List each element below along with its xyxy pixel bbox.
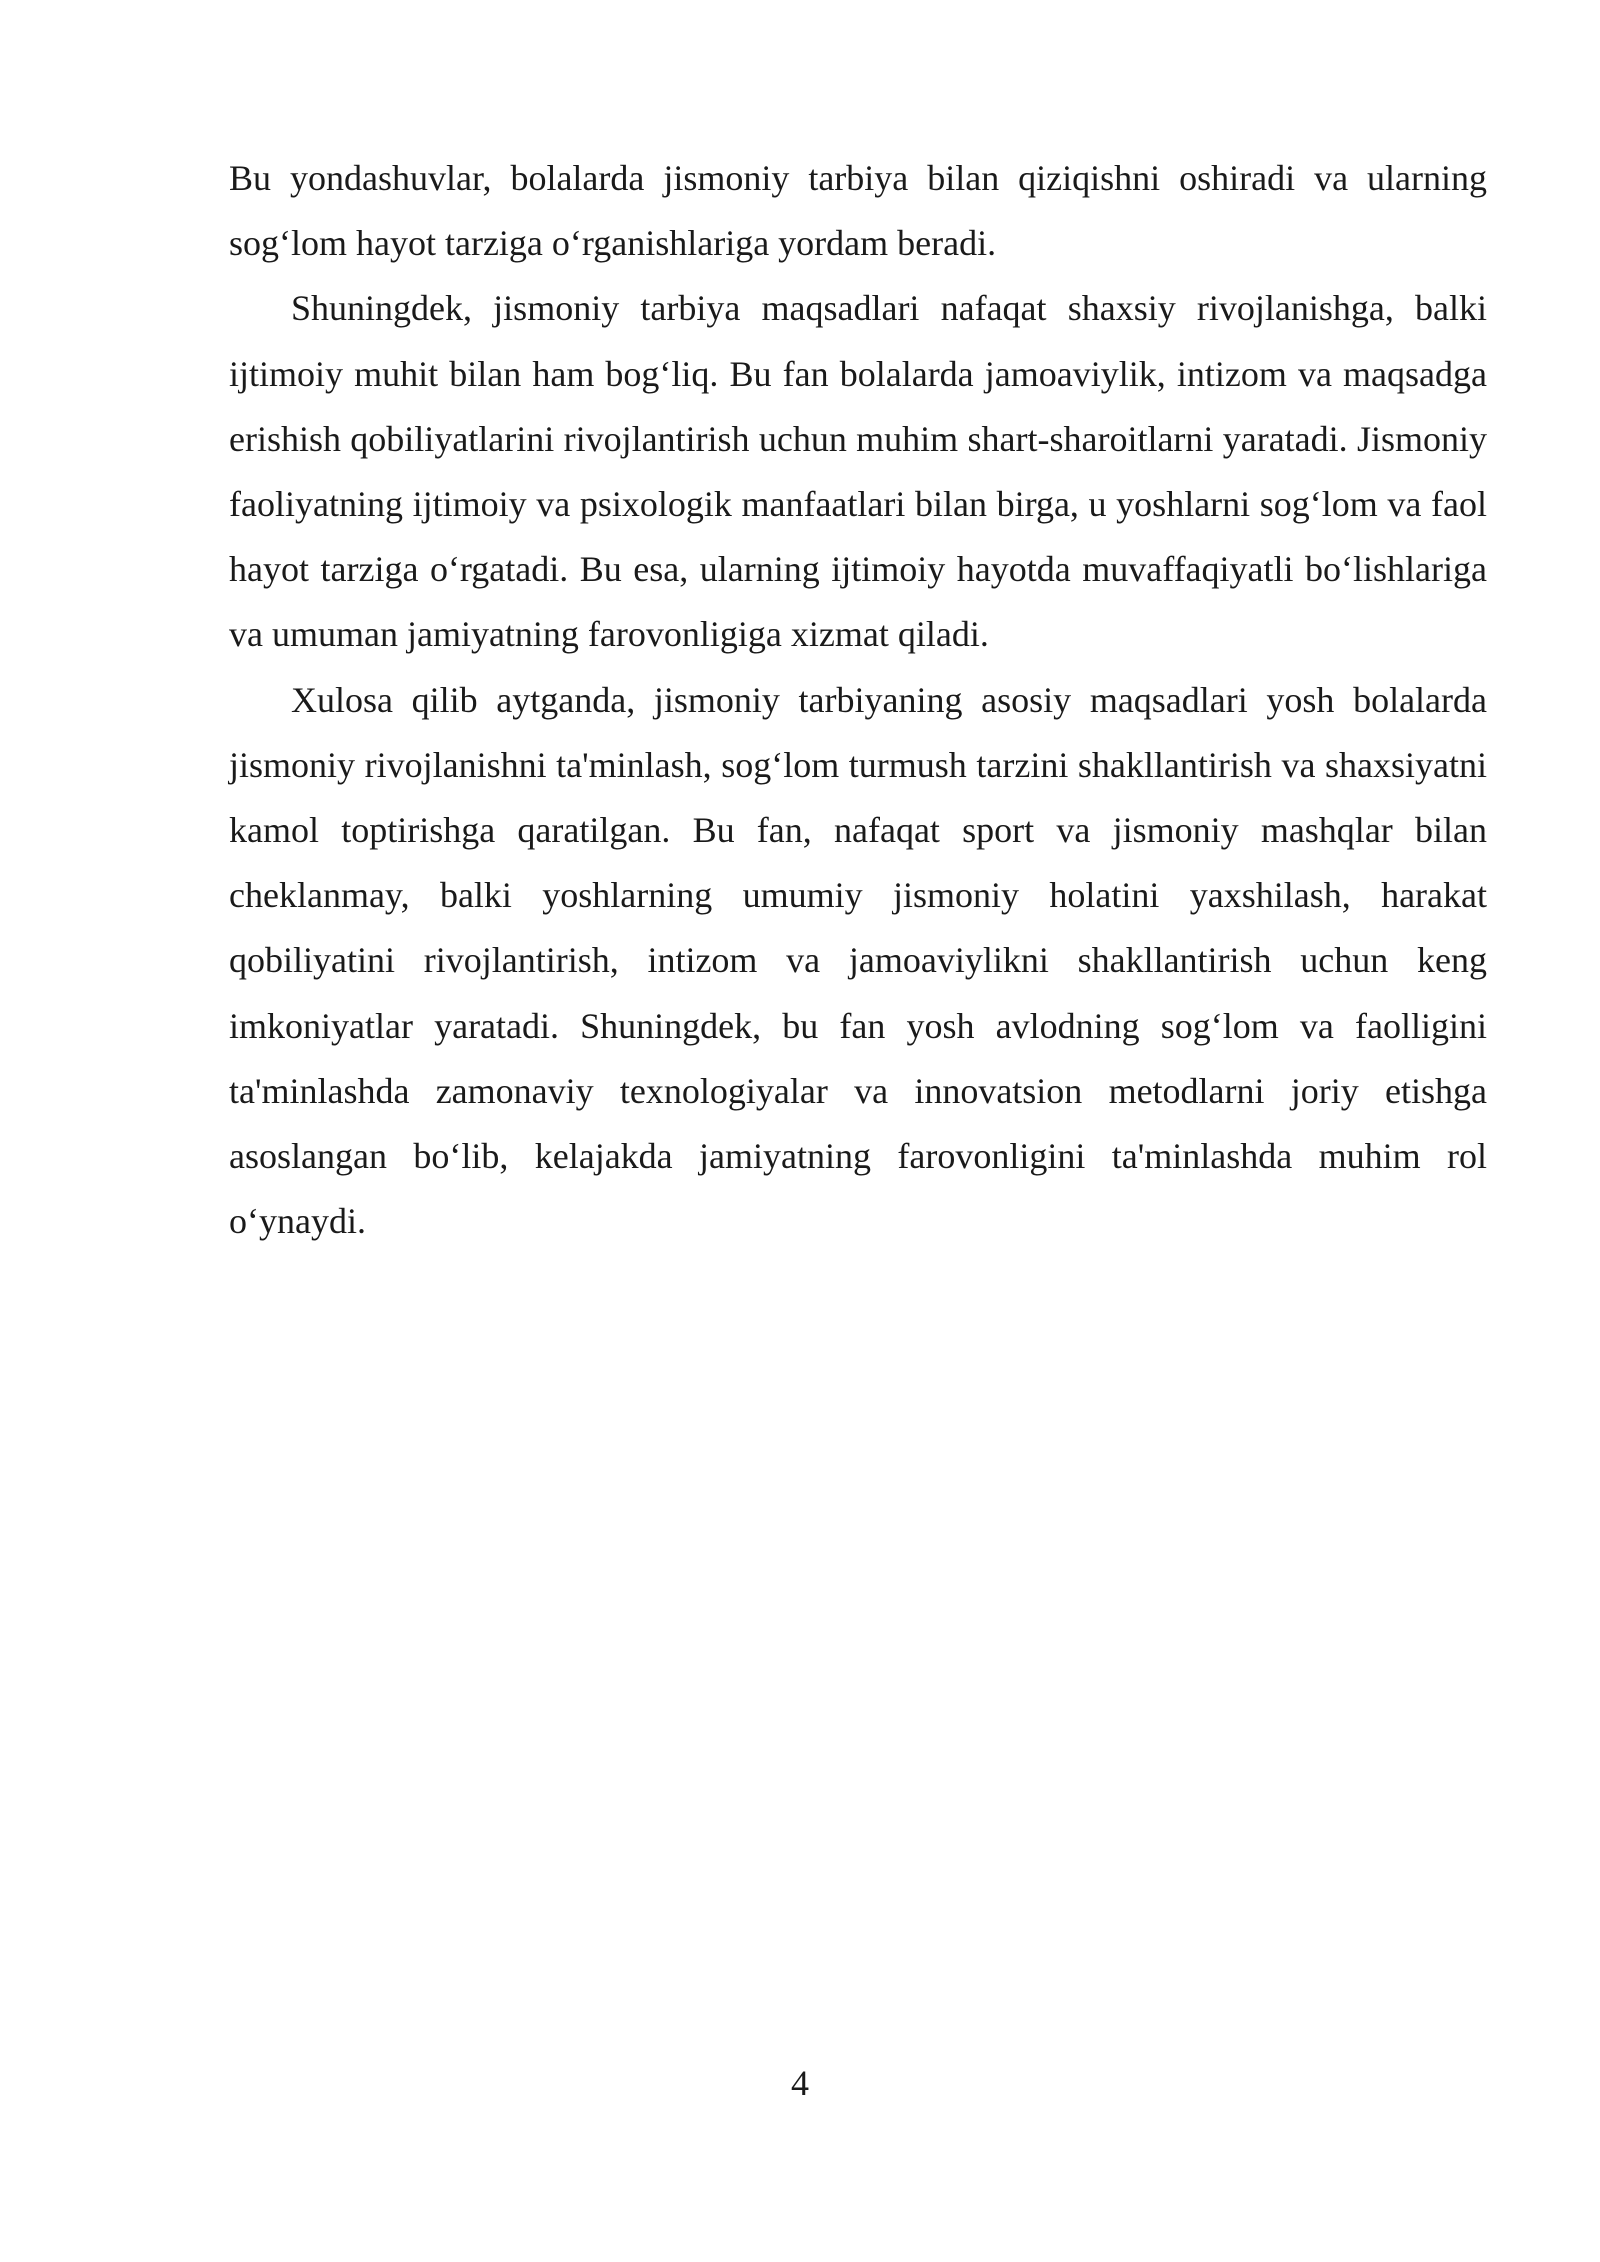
body-text — [229, 146, 1487, 1254]
paragraph-continuation: Bu yondashuvlar, bolalarda jismoniy tarbiya bilan qiziqishni oshiradi va ularning sog‘lom hayot tarziga o‘rganishlariga yordam beradi. — [229, 158, 1487, 264]
page-number: 4 — [791, 2063, 809, 2103]
paragraph-conclusion: Xulosa qilib aytganda, jismoniy tarbiyaning asosiy maqsadlari yosh bolalarda jismoniy rivojlanishni ta'minlash, sog‘lom turmush tarzini shakllantirish va shaxsiyatni kamol toptirishga qaratilgan. Bu fan, nafaqat sport va jismoniy mashqlar bilan cheklanmay, balki yoshlarning umumiy jismoniy holatini yaxshilash, harakat qobiliyatini rivojlantirish, intizom va jamoaviylikni shakllantirish uchun keng imkoniyatlar yaratadi. Shuningdek, bu fan yosh avlodning sog‘lom va faolligini ta'minlashda zamonaviy texnologiyalar va innovatsion metodlarni joriy etishga asoslangan bo‘lib, kelajakda jamiyatning farovonligini ta'minlashda muhim rol o‘ynaydi. — [229, 679, 1487, 1242]
paragraph-social-goals: Shuningdek, jismoniy tarbiya maqsadlari nafaqat shaxsiy rivojlanishga, balki ijtimoiy muhit bilan ham bog‘liq. Bu fan bolalarda jamoaviylik, intizom va maqsadga erishish qobiliyatlarini rivojlantirish uchun muhim shart-sharoitlarni yaratadi. Jismoniy faoliyatning ijtimoiy va psixologik manfaatlari bilan birga, u yoshlarni sog‘lom va faol hayot tarziga o‘rgatadi. Bu esa, ularning ijtimoiy hayotda muvaffaqiyatli bo‘lishlariga va umuman jamiyatning farovonligiga xizmat qiladi. — [229, 288, 1487, 655]
